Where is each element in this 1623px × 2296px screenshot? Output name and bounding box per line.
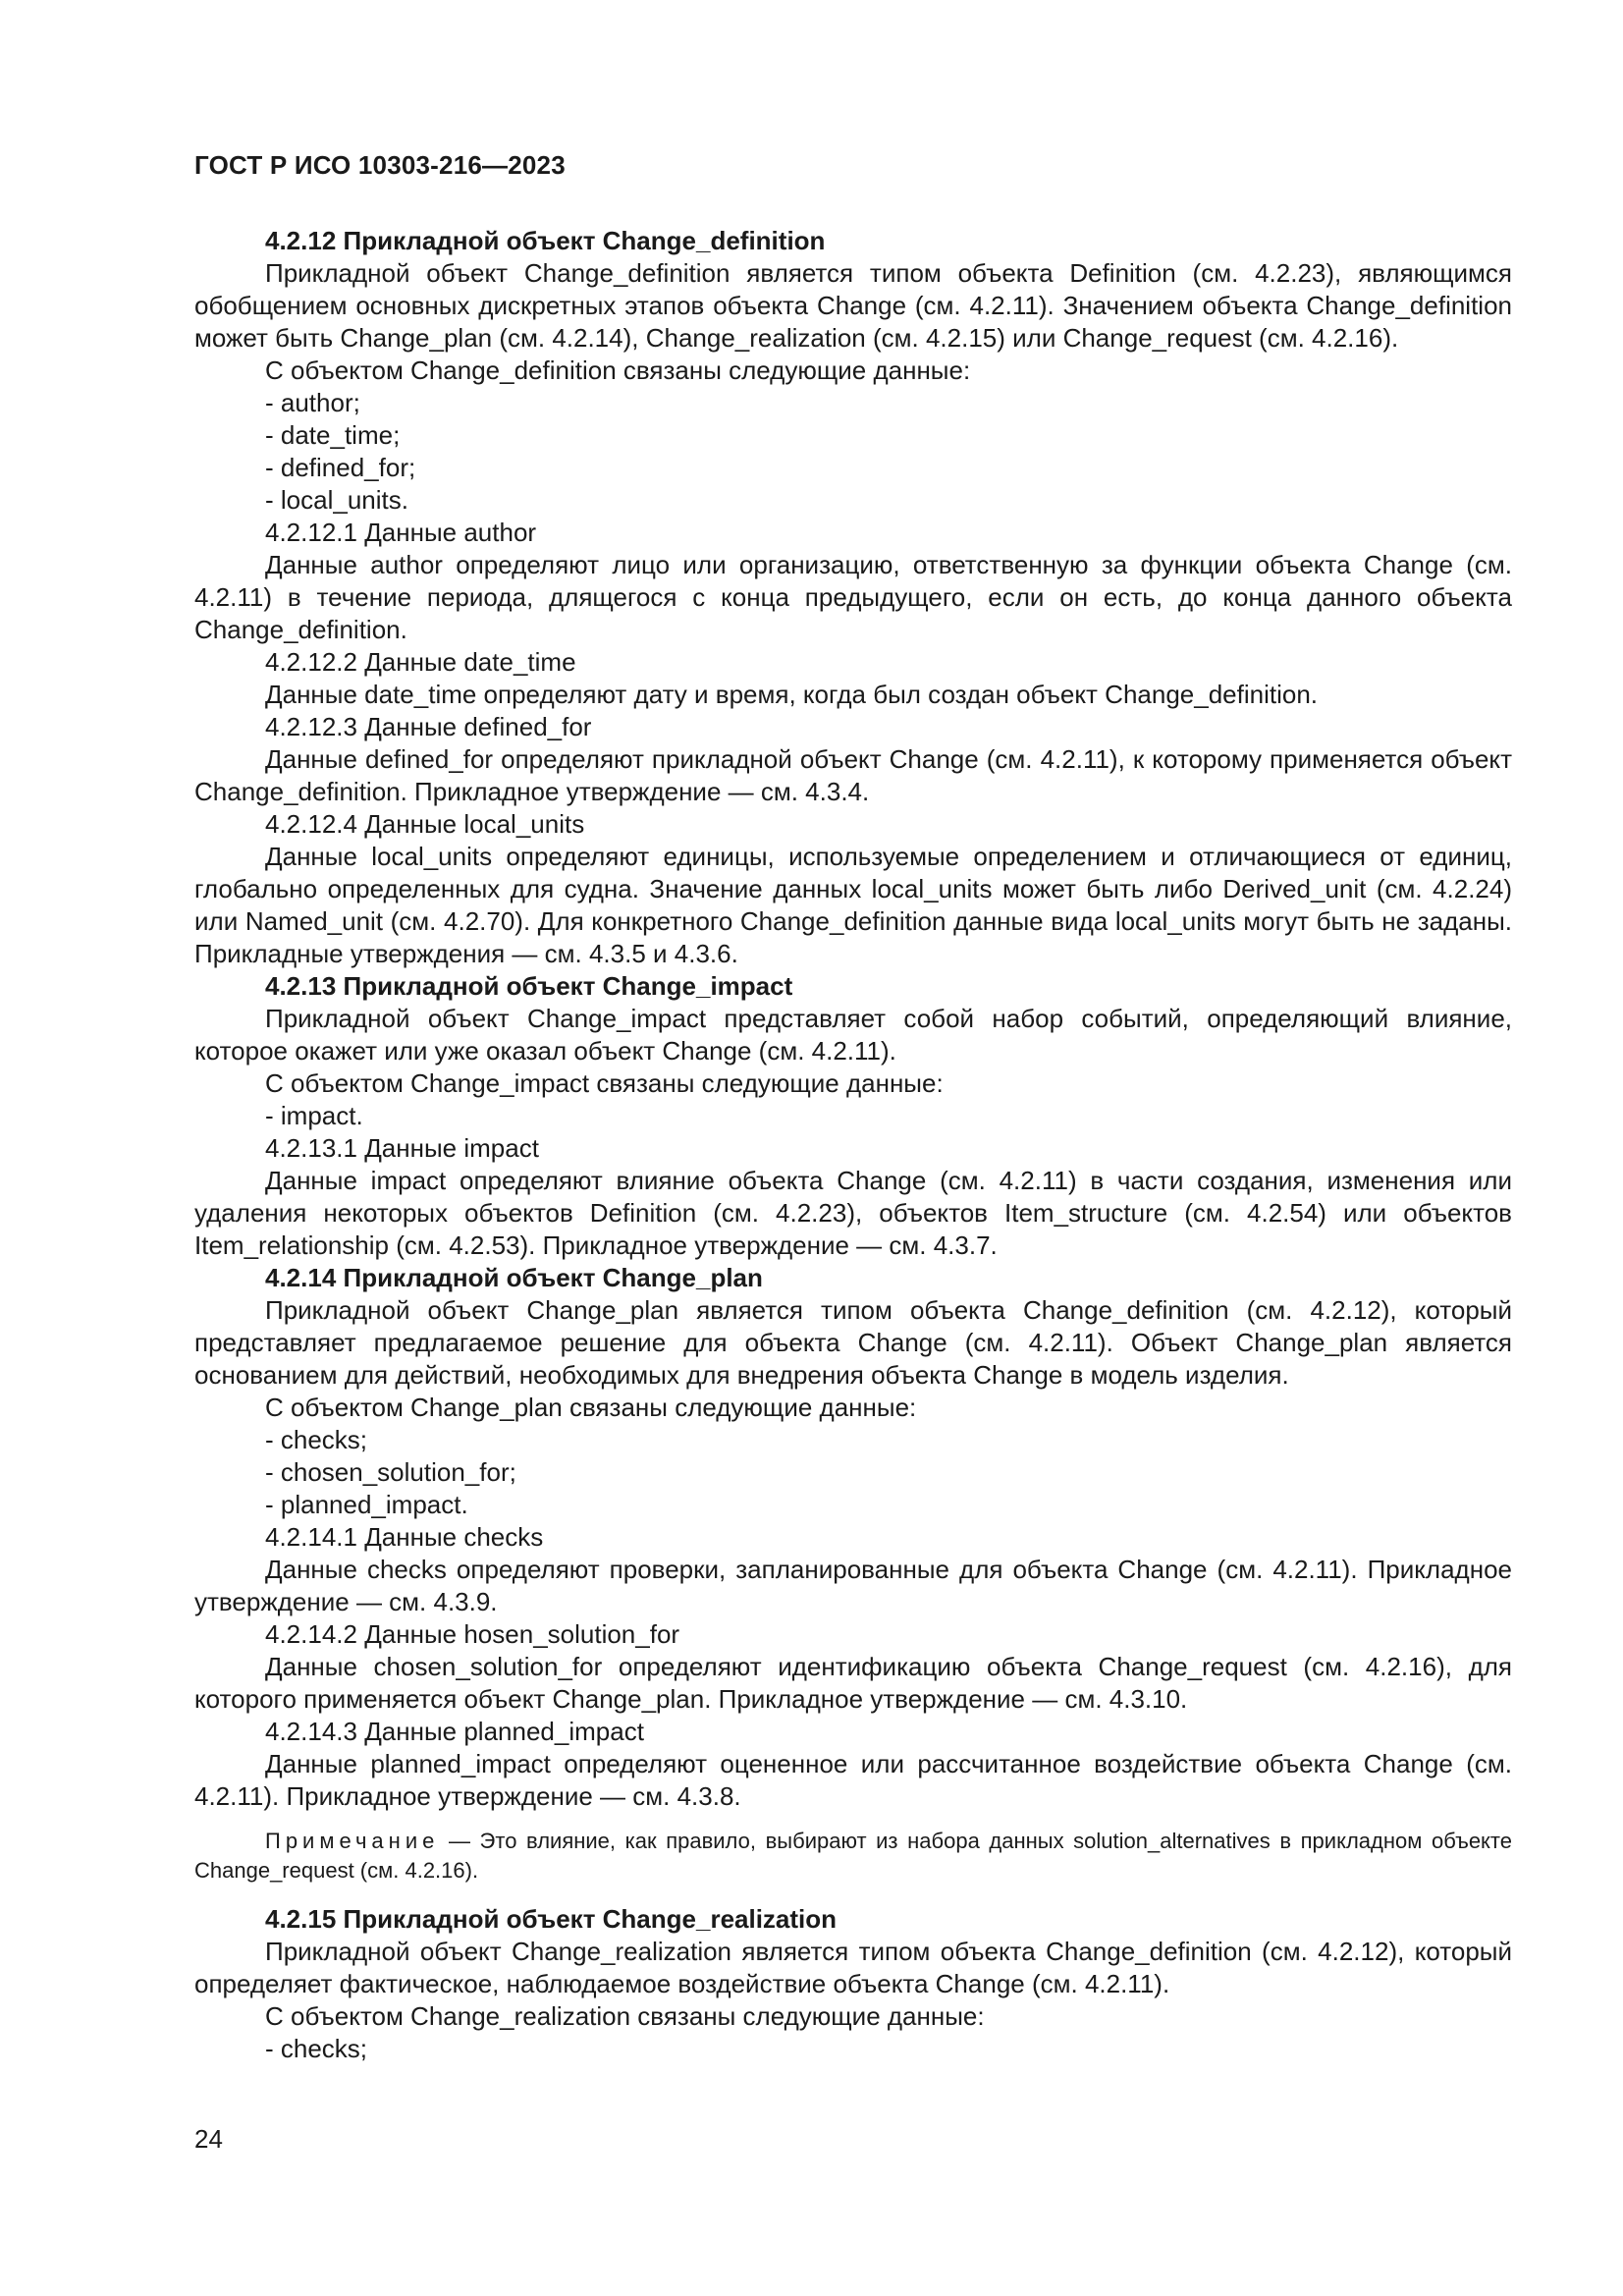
paragraph: Прикладной объект Change_definition является типом объекта Definition (см. 4.2.23), являющимся обобщением основных дискретных этапов объекта Change (см. 4.2.11). Значением объекта Change_definition может быть Change_plan (см. 4.2.14), Change_realization (см. 4.2.15) или Change_request (см. 4.2.16). [194,258,1512,353]
list-item: - date_time; [265,420,401,450]
list-item: - planned_impact. [265,1490,468,1519]
document-header: ГОСТ Р ИСО 10303-216—2023 [194,150,566,180]
list-item: - impact. [265,1101,363,1130]
page-number: 24 [194,2124,223,2154]
subsection-title: 4.2.14.2 Данные hosen_solution_for [265,1619,680,1649]
paragraph: С объектом Change_definition связаны следующие данные: [265,355,971,385]
paragraph: С объектом Change_realization связаны следующие данные: [265,2001,985,2031]
document-body [194,225,1512,2065]
paragraph: Данные author определяют лицо или организацию, ответственную за функции объекта Change (см. 4.2.11) в течение периода, длящегося с конца предыдущего, если он есть, до конца данного объекта Change_definition. [194,550,1512,644]
note-label: Примечание [265,1829,440,1853]
section-heading: 4.2.13 Прикладной объект Change_impact [265,971,793,1001]
list-item: - chosen_solution_for; [265,1457,516,1487]
paragraph: Данные chosen_solution_for определяют идентификацию объекта Change_request (см. 4.2.16), для которого применяется объект Change_plan. Прикладное утверждение — см. 4.3.10. [194,1652,1512,1714]
paragraph: Данные date_time определяют дату и время, когда был создан объект Change_definition. [265,680,1319,709]
list-item: - author; [265,388,360,417]
paragraph: Прикладной объект Change_plan является типом объекта Change_definition (см. 4.2.12), который представляет предлагаемое решение для объекта Change (см. 4.2.11). Объект Change_plan является основанием для действий, необходимых для внедрения объекта Change в модель изделия. [194,1295,1512,1390]
paragraph: Прикладной объект Change_impact представляет собой набор событий, определяющий влияние, которое окажет или уже оказал объект Change (см. 4.2.11). [194,1004,1512,1066]
list-item: - checks; [265,2034,368,2063]
list-item: - local_units. [265,485,408,515]
section-heading: 4.2.14 Прикладной объект Change_plan [265,1263,763,1292]
note [194,1827,1512,1886]
paragraph: Данные local_units определяют единицы, используемые определением и отличающиеся от единиц, глобально определенных для судна. Значение данных local_units может быть либо Derived_unit (см. 4.2.24) или Named_unit (см. 4.2.70). Для конкретного Change_definition данные вида local_units могут быть не заданы. Прикладные утверждения — см. 4.3.5 и 4.3.6. [194,842,1512,968]
subsection-title: 4.2.14.1 Данные checks [265,1522,544,1552]
subsection-title: 4.2.12.4 Данные local_units [265,809,585,839]
section-heading: 4.2.12 Прикладной объект Change_definition [265,226,826,255]
section-heading: 4.2.15 Прикладной объект Change_realization [265,1904,838,1934]
paragraph: С объектом Change_plan связаны следующие данные: [265,1393,917,1422]
note-text: — Это влияние, как правило, выбирают из набора данных solution_alternatives в прикладном объекте Change_request (см. 4.2.16). [194,1829,1512,1883]
paragraph: С объектом Change_impact связаны следующие данные: [265,1068,944,1098]
paragraph: Данные defined_for определяют прикладной объект Change (см. 4.2.11), к которому применяется объект Change_definition. Прикладное утверждение — см. 4.3.4. [194,744,1512,806]
subsection-title: 4.2.14.3 Данные planned_impact [265,1717,644,1746]
paragraph: Данные checks определяют проверки, запланированные для объекта Change (см. 4.2.11). Прикладное утверждение — см. 4.3.9. [194,1555,1512,1616]
paragraph: Прикладной объект Change_realization является типом объекта Change_definition (см. 4.2.12), который определяет фактическое, наблюдаемое воздействие объекта Change (см. 4.2.11). [194,1937,1512,1998]
list-item: - checks; [265,1425,368,1454]
subsection-title: 4.2.12.1 Данные author [265,518,537,547]
paragraph: Данные planned_impact определяют оцененное или рассчитанное воздействие объекта Change (см. 4.2.11). Прикладное утверждение — см. 4.3.8. [194,1749,1512,1811]
list-item: - defined_for; [265,453,416,482]
subsection-title: 4.2.12.2 Данные date_time [265,647,576,677]
paragraph: Данные impact определяют влияние объекта Change (см. 4.2.11) в части создания, изменения или удаления некоторых объектов Definition (см. 4.2.23), объектов Item_structure (см. 4.2.54) или объектов Item_relationship (см. 4.2.53). Прикладное утверждение — см. 4.3.7. [194,1166,1512,1260]
subsection-title: 4.2.12.3 Данные defined_for [265,712,592,741]
subsection-title: 4.2.13.1 Данные impact [265,1133,539,1163]
